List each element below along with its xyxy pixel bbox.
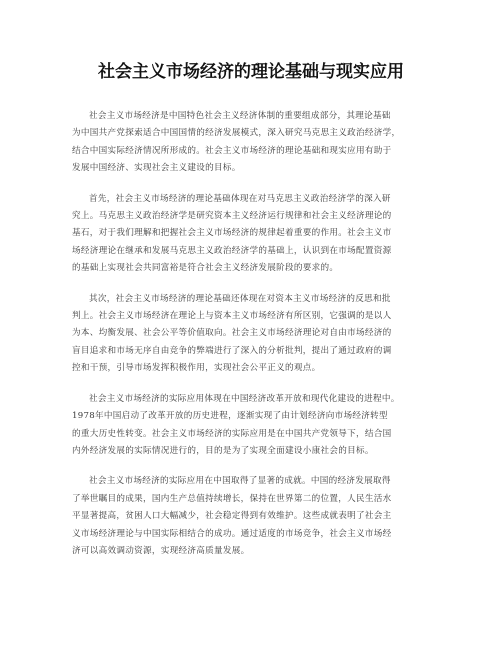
paragraph-line: 究上。马克思主义政治经济学是研究资本主义经济运行规律和社会主义经济理论的	[72, 211, 392, 222]
paragraph-line: 内外经济发展的实际情况进行的，目的是为了实现全面建设小康社会的目标。	[72, 445, 374, 456]
paragraph-line: 社会主义市场经济是中国特色社会主义经济体制的重要组成部分，其理论基础	[89, 111, 391, 121]
paragraph-line: 为本、均衡发展、社会公平等价值取向。社会主义市场经济理论对自由市场经济的	[72, 328, 392, 339]
paragraph-line: 平显著提高，贫困人口大幅减少，社会稳定得到有效维护。这些成就表明了社会主	[72, 511, 392, 522]
paragraph-line: 发展中国经济、实现社会主义建设的目标。	[72, 163, 241, 174]
paragraph-line: 社会主义市场经济的实际应用体现在中国经济改革开放和现代化建设的进程中。	[89, 393, 400, 404]
paragraph-line: 其次，社会主义市场经济的理论基础还体现在对资本主义市场经济的反思和批	[89, 293, 391, 304]
paragraph-3	[72, 291, 430, 378]
paragraph-line: 的重大历史性转变。社会主义市场经济的实际应用是在中国共产党领导下，结合国	[72, 428, 392, 439]
document-title: 社会主义市场经济的理论基础与现实应用	[98, 62, 404, 82]
paragraph-line: 判上。社会主义市场经济在理论上与资本主义市场经济有所区别，它强调的是以人	[72, 311, 392, 322]
paragraph-line: 济可以高效调动资源，实现经济高质量发展。	[72, 545, 250, 556]
paragraph-1	[72, 108, 430, 178]
paragraph-line: 的基础上实现社会共同富裕是符合社会主义经济发展阶段的要求的。	[72, 263, 339, 274]
paragraph-4	[72, 391, 430, 461]
paragraph-line: 控和干预，引导市场发挥积极作用，实现社会公平正义的观点。	[72, 363, 321, 374]
paragraph-line: 场经济理论在继承和发展马克思主义政治经济学的基础上，认识到在市场配置资源	[72, 245, 392, 256]
paragraph-2	[72, 191, 430, 278]
paragraph-line: 结合中国实际经济情况所形成的。社会主义市场经济的理论基础和现实应用有助于	[72, 145, 392, 156]
paragraph-line: 社会主义市场经济的实际应用在中国取得了显著的成就。中国的经济发展取得	[89, 476, 391, 487]
paragraph-line: 1978年中国启动了改革开放的历史进程，逐渐实现了由计划经济向市场经济转型	[72, 411, 388, 422]
paragraph-line: 盲目追求和市场无序自由竞争的弊端进行了深入的分析批判，提出了通过政府的调	[72, 345, 392, 356]
paragraph-line: 基石，对于我们理解和把握社会主义市场经济的规律起着重要的作用。社会主义市	[72, 228, 392, 239]
paragraph-line: 义市场经济理论与中国实际相结合的成功。通过适度的市场竞争，社会主义市场经	[72, 528, 392, 539]
paragraph-5	[72, 473, 430, 560]
paragraph-line: 为中国共产党探索适合中国国情的经济发展模式，深入研究马克思主义政治经济学，	[72, 128, 401, 139]
paragraph-line: 首先，社会主义市场经济的理论基础体现在对马克思主义政治经济学的深入研	[89, 193, 391, 204]
paragraph-line: 了举世瞩目的成果，国内生产总值持续增长，保持在世界第二的位置，人民生活水	[72, 493, 392, 504]
